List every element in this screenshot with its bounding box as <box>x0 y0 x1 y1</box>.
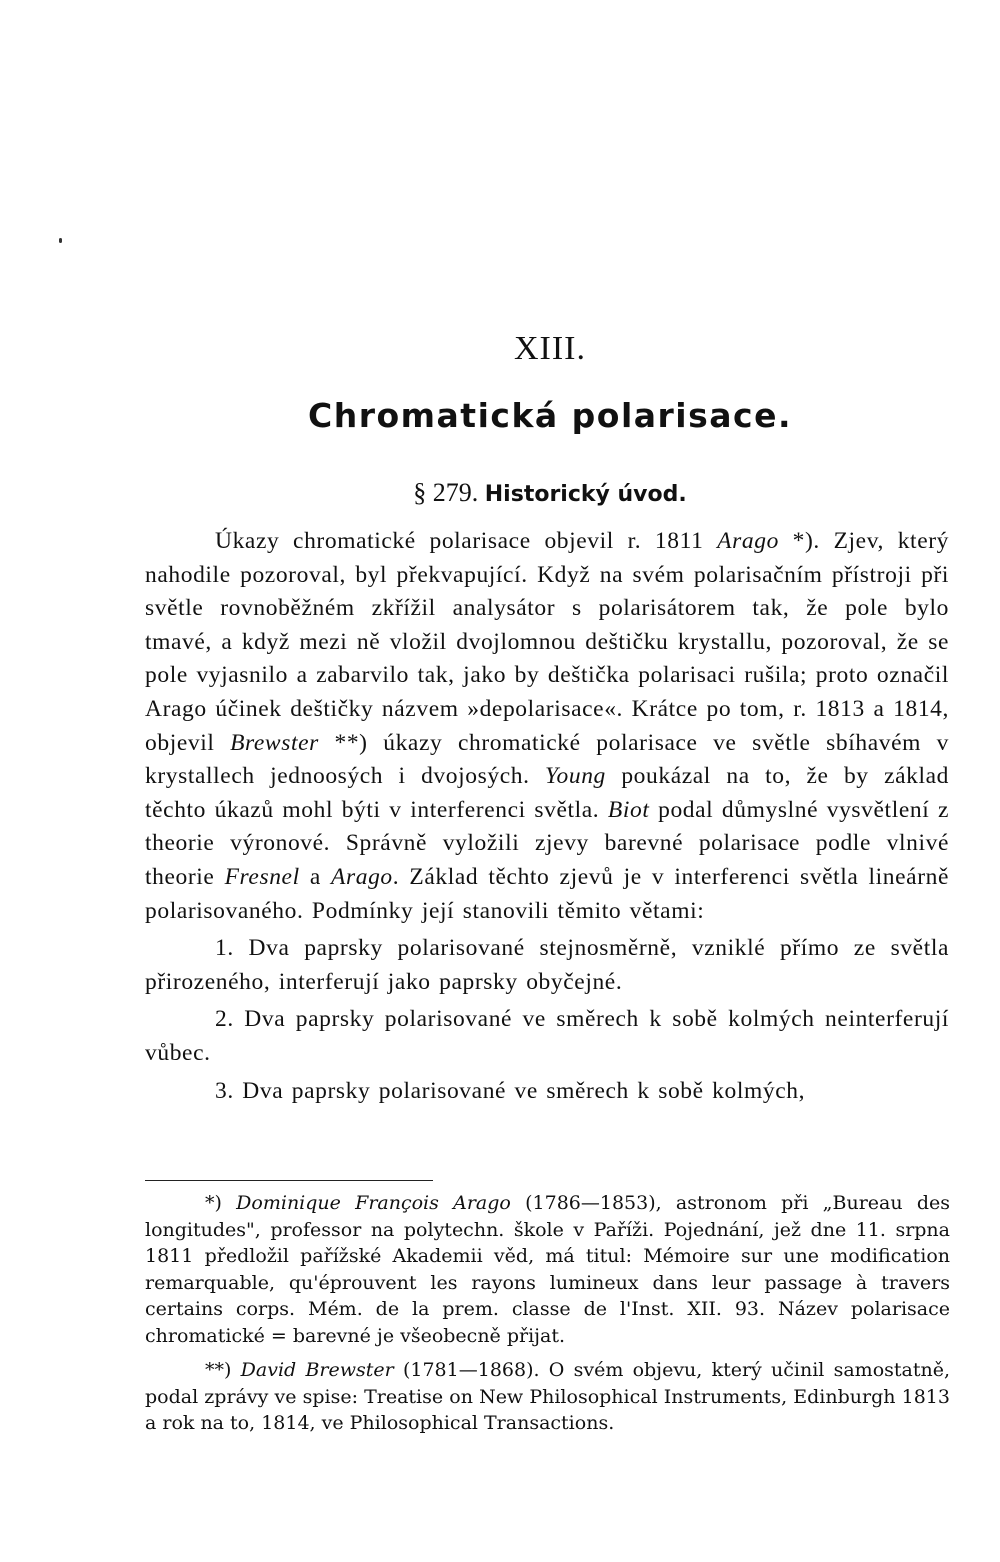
chapter-number: XIII. <box>513 330 587 367</box>
name-biot: Biot <box>607 796 650 823</box>
body-text <box>145 525 949 1108</box>
footnote-2 <box>145 1357 950 1437</box>
section-heading <box>0 478 1000 508</box>
text-run: Úkazy chromatické polarisace objevil r. 1811 <box>215 528 718 554</box>
footnotes <box>145 1190 950 1445</box>
page-speck <box>59 238 62 243</box>
name-fresnel: Fresnel <box>224 863 300 890</box>
chapter-title: Chromatická polarisace. <box>307 396 792 435</box>
text-run: . Základ těchto zjevů je v interferenci světla lineárně polarisovaného. Podmínky její stanovili těmito větami: <box>145 863 950 924</box>
footnote-text: (1786—1853), astronom při „Bureau des longitudes", professor na polytechn. škole v Paříži. Pojednání, jež dne 11. srpna 1811 předložil pařížské Akademii věd, má titul: Mémoire sur une modification remarquable, qu'éprouvent les rayons lumineux dans leur passage à travers certains corps. Mém. de la prem. classe de l'Inst. XII. 93. Název polarisace chromatické = barevné je všeobecně přijat. <box>145 1192 950 1347</box>
text-run: **) úkazy chromatické polarisace ve světle sbíhavém v krystallech jednoosých i dvojosých. <box>145 729 949 790</box>
section-number: § 279. <box>413 478 479 507</box>
text-run: a <box>299 863 332 890</box>
section-title: Historický úvod. <box>484 482 687 507</box>
footnote-text: (1781—1868). O svém objevu, který učinil samostatně, podal zprávy ve spise: Treatise on New Philosophical Instruments, Edinburgh 1813 a rok na to, 1814, ve Philosophical Transactions. <box>145 1359 951 1434</box>
text-run: poukázal na to, že by základ těchto úkazů mohl býti v interferenci světla. <box>145 763 949 823</box>
text-run: *). Zjev, který nahodile pozoroval, byl překvapující. Když na svém polarisačním přístroji při světle rovnoběžném zkřížil analysátor s polarisátorem tak, že pole bylo tmavé, a když mezi ně vložil dvojlomnou deštičku krystallu, pozoroval, že se pole vyjasnilo a zabarvilo tak, jako by deštička polarisaci rušila; proto označil Arago účinek deštičky názvem »depolarisace«. Krátce po tom, r. 1813 a 1814, objevil <box>145 528 949 756</box>
name-young: Young <box>544 763 606 790</box>
name-brewster: Brewster <box>230 729 319 756</box>
footnote-1 <box>145 1190 950 1349</box>
rule-item-2: 2. Dva paprsky polarisované ve směrech k sobě kolmých neinterferují vůbec. <box>145 1006 949 1066</box>
footnote-mark: **) <box>205 1359 232 1381</box>
footnote-name: Dominique François Arago <box>236 1192 511 1214</box>
name-arago: Arago <box>331 863 393 890</box>
name-arago: Arago <box>717 528 779 554</box>
text-run: podal důmyslné vysvětlení z theorie výronové. Správně vyložili zjevy barevné polarisace podle vlnivé theorie <box>145 796 949 890</box>
footnote-divider <box>145 1180 433 1181</box>
rule-item-1: 1. Dva paprsky polarisované stejnosměrně, vzniklé přímo ze světla přirozeného, interferují jako paprsky obyčejné. <box>145 935 949 995</box>
rule-item-3: 3. Dva paprsky polarisované ve směrech k sobě kolmých, <box>215 1077 806 1104</box>
intro-paragraph <box>145 525 949 928</box>
footnote-mark: *) <box>205 1192 222 1214</box>
footnote-name: David Brewster <box>240 1359 394 1381</box>
